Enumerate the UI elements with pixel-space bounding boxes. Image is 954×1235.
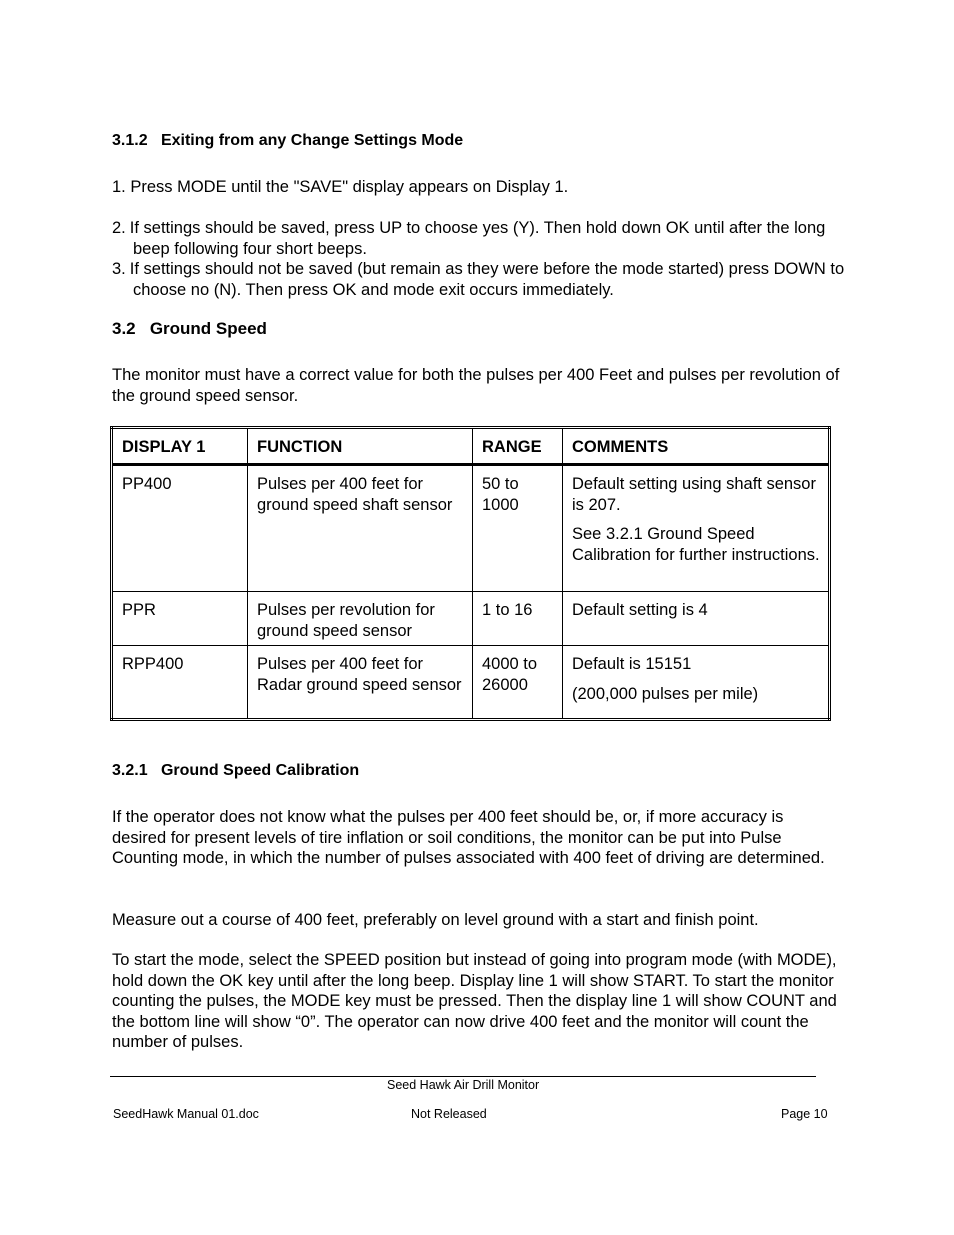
cell-comments <box>563 592 830 646</box>
cell-function: Pulses per 400 feet for Radar ground speed sensor <box>248 646 473 720</box>
step-number: 3. <box>112 260 126 278</box>
heading-number: 3.1.2 <box>112 132 148 149</box>
footer-rule <box>110 1076 816 1077</box>
cell-range: 1 to 16 <box>473 592 563 646</box>
ground-speed-settings-table <box>110 426 831 721</box>
calibration-paragraph-1: If the operator does not know what the pulses per 400 feet should be, or, if more accuracy is desired for present levels of tire inflation or soil conditions, the monitor can be put into Pulse Counting mode, in which the number of pulses associated with 400 feet of driving are determined. <box>112 808 825 867</box>
step-3 <box>112 259 863 300</box>
footer-page-number: Page 10 <box>781 1107 828 1121</box>
heading-text: Ground Speed <box>149 319 267 338</box>
calibration-paragraph-2: Measure out a course of 400 feet, preferably on level ground with a start and finish point. <box>112 911 759 929</box>
cell-range: 50 to 1000 <box>473 465 563 592</box>
comment-text: Default setting is 4 <box>572 601 708 619</box>
cell-display: PPR <box>112 592 248 646</box>
ground-speed-intro: The monitor must have a correct value for both the pulses per 400 Feet and pulses per revolution of the ground speed sensor. <box>112 366 840 405</box>
cell-display: PP400 <box>112 465 248 592</box>
column-header-display: DISPLAY 1 <box>112 428 248 465</box>
cell-comments <box>563 465 830 592</box>
section-heading-3-2-1 <box>112 762 359 780</box>
column-header-comments: COMMENTS <box>563 428 830 465</box>
comment-text: Default is 15151 <box>572 655 692 673</box>
cell-comments <box>563 646 830 720</box>
cell-function: Pulses per 400 feet for ground speed shaft sensor <box>248 465 473 592</box>
table-row <box>112 465 830 592</box>
column-header-function: FUNCTION <box>248 428 473 465</box>
heading-text: Exiting from any Change Settings Mode <box>160 132 464 149</box>
cell-display: RPP400 <box>112 646 248 720</box>
heading-text: Ground Speed Calibration <box>160 762 360 779</box>
calibration-paragraph-3: To start the mode, select the SPEED position but instead of going into program mode (with MODE), hold down the OK key until after the long beep. Display line 1 will show START. To start the monitor counting the pulses, the MODE key must be pressed. Then the display line 1 will show COUNT and the bottom line will show “0”. The operator can now drive 400 feet and the monitor will count the number of pulses. <box>112 951 837 1051</box>
step-2 <box>112 218 863 259</box>
step-text: If settings should not be saved (but remain as they were before the mode started) press DOWN to choose no (N). Then press OK and mode exit occurs immediately. <box>129 260 845 299</box>
step-text: If settings should be saved, press UP to choose yes (Y). Then hold down OK until after the long beep following four short beeps. <box>129 219 826 258</box>
comment-text: Default setting using shaft sensor is 207. <box>572 475 816 514</box>
comment-text: (200,000 pulses per mile) <box>572 684 759 703</box>
column-header-range: RANGE <box>473 428 563 465</box>
table-row <box>112 592 830 646</box>
footer-status: Not Released <box>411 1107 487 1121</box>
heading-number: 3.2 <box>112 319 136 338</box>
step-1: 1. Press MODE until the "SAVE" display appears on Display 1. <box>112 178 569 196</box>
comment-text: See 3.2.1 Ground Speed Calibration for further instructions. <box>572 525 820 564</box>
cell-function: Pulses per revolution for ground speed sensor <box>248 592 473 646</box>
table-row <box>112 646 830 720</box>
section-heading-3-1-2 <box>112 132 463 150</box>
section-heading-3-2 <box>112 319 267 339</box>
heading-number: 3.2.1 <box>112 762 148 779</box>
step-number: 2. <box>112 219 126 237</box>
table-header-row <box>112 428 830 465</box>
footer-filename: SeedHawk Manual 01.doc <box>113 1107 259 1121</box>
cell-range: 4000 to 26000 <box>473 646 563 720</box>
footer-title: Seed Hawk Air Drill Monitor <box>387 1078 540 1092</box>
